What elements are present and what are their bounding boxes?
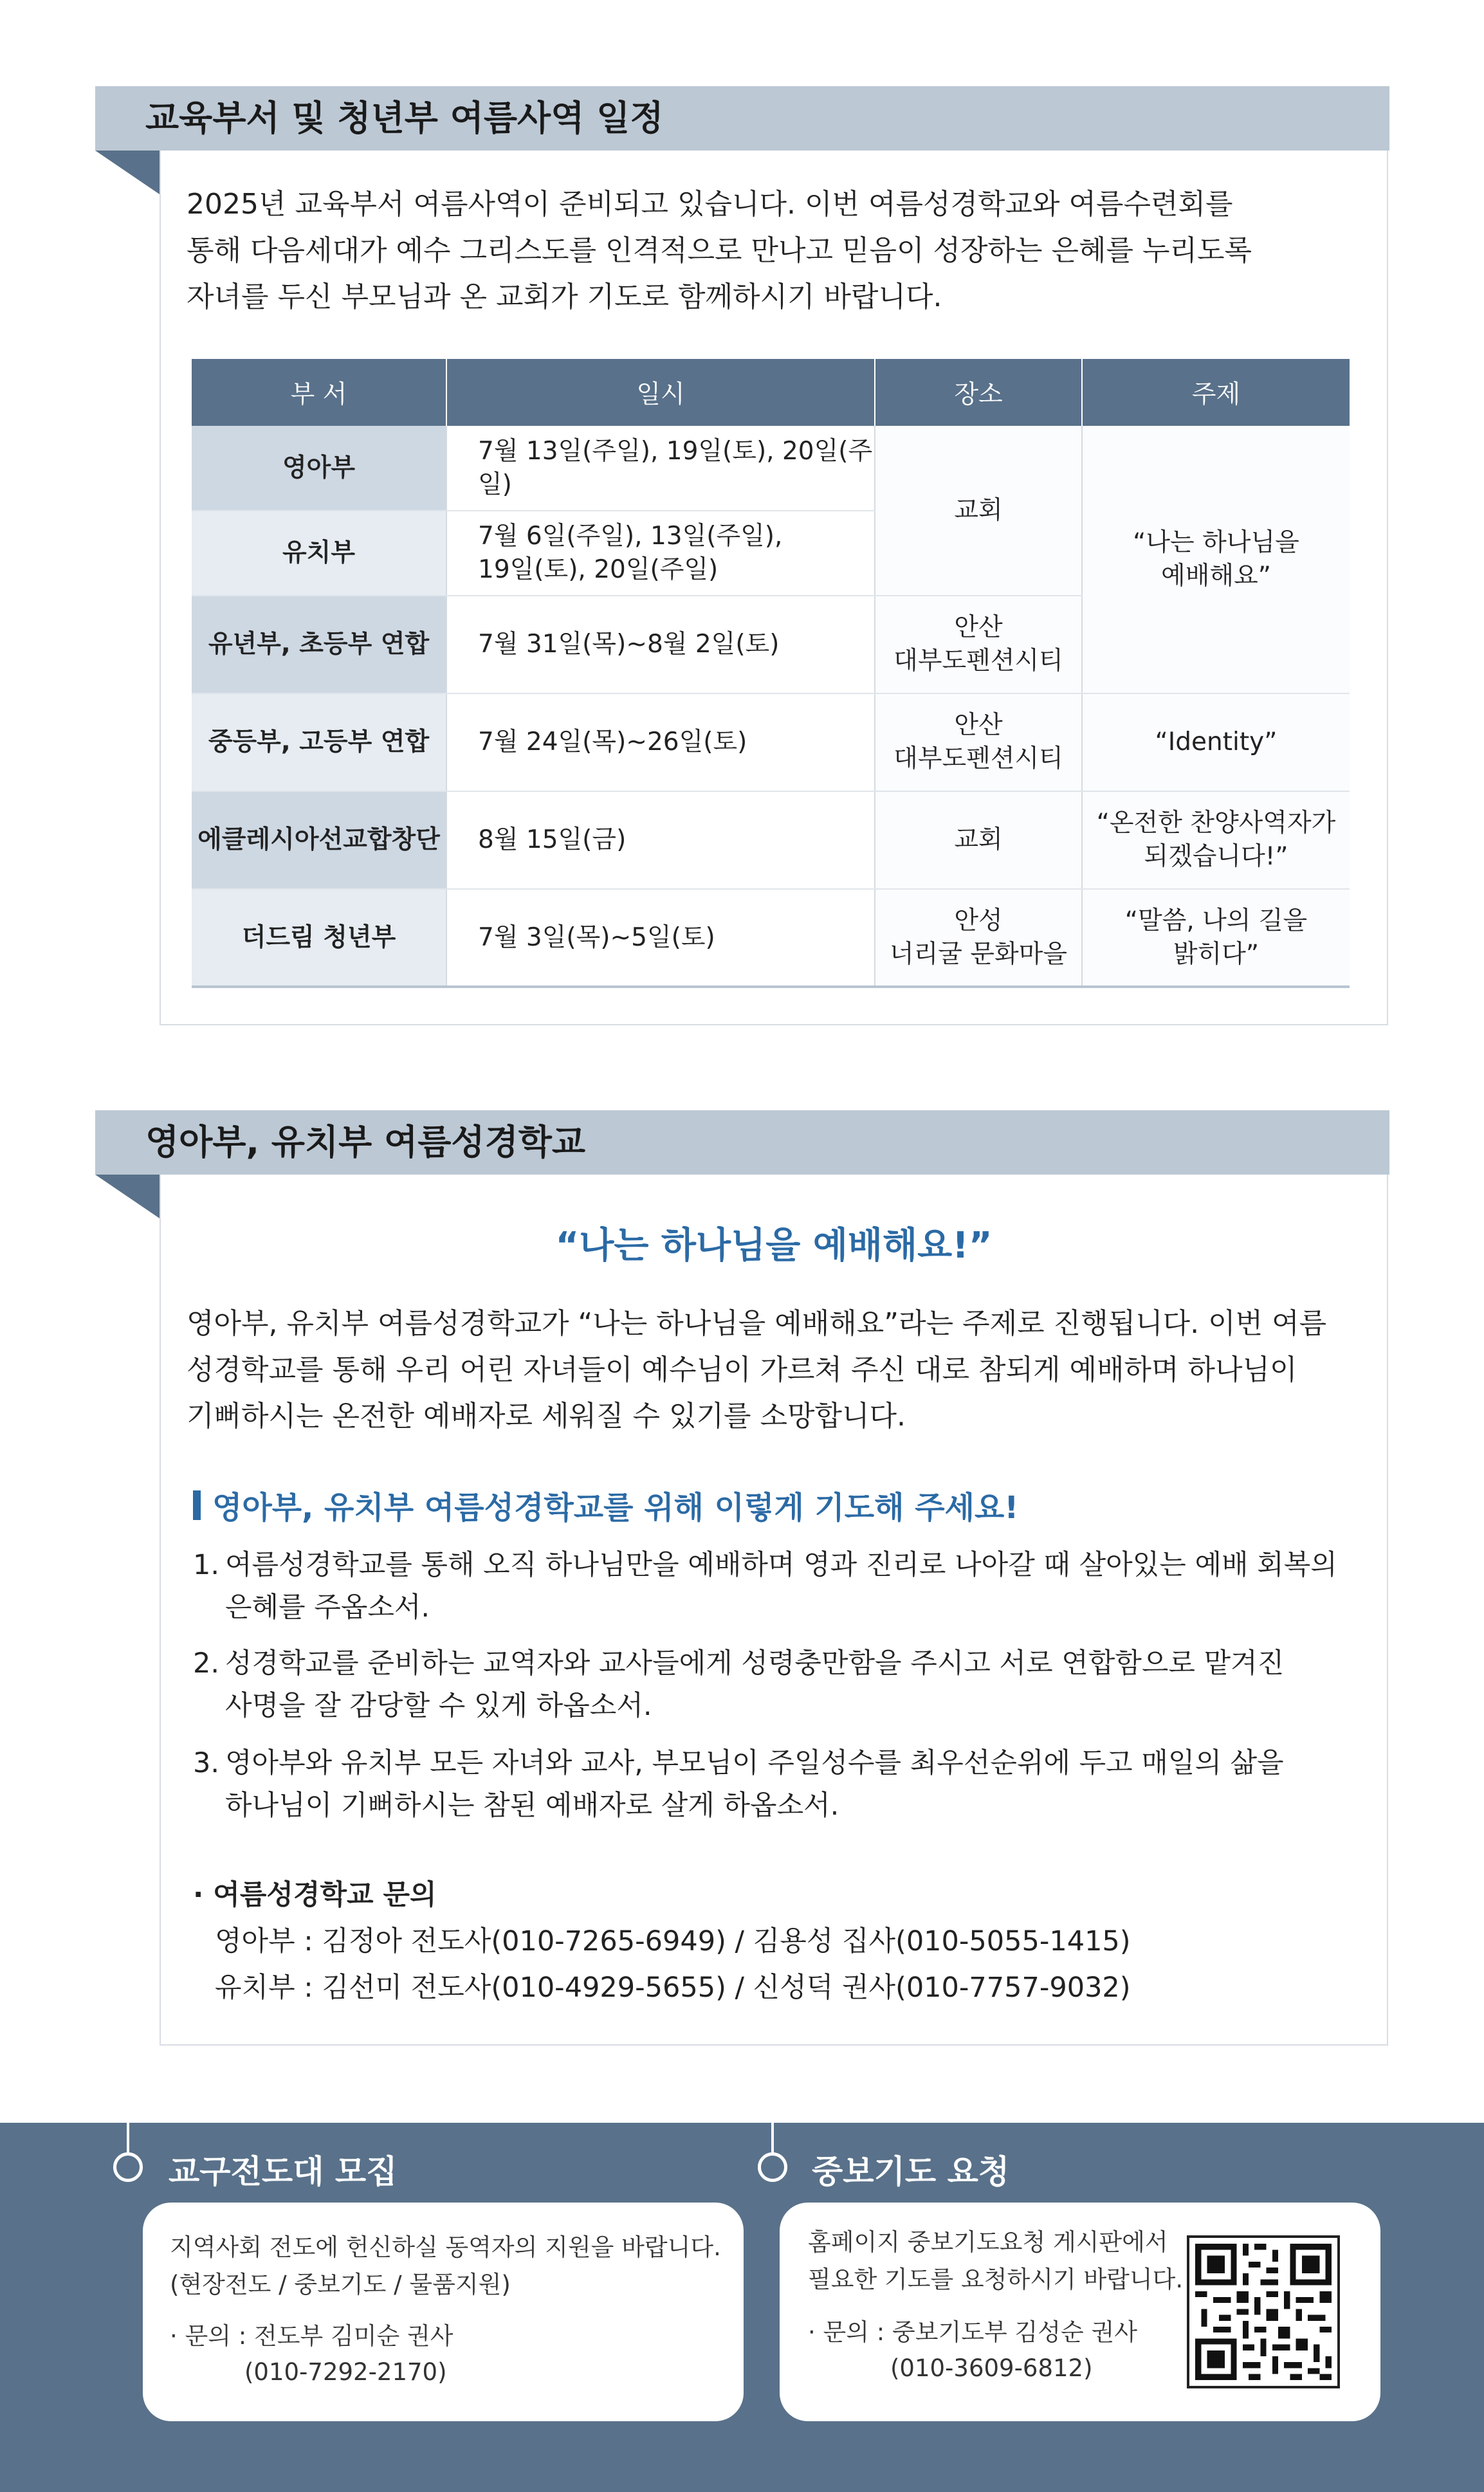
- prayer-item: [193, 1742, 1351, 1827]
- prayer-request-text: 홈페이지 중보기도요청 게시판에서: [808, 2228, 1168, 2256]
- recruit-title: 교구전도대 모집: [169, 2153, 398, 2190]
- vbs-intro: [187, 1301, 1370, 1440]
- theme-line: “온전한 찬양사역자가: [1096, 809, 1336, 838]
- theme-cell: “Identity”: [1082, 693, 1350, 791]
- prayer-request-contact: (010-3609-6812): [890, 2354, 1093, 2382]
- contact-line: 영아부 : 김정아 전도사(010-7265-6949) / 김용성 집사(010-5055-1415): [215, 1925, 1131, 1957]
- place-cell: [875, 596, 1082, 693]
- vbs-section-header: [95, 1110, 1389, 1175]
- schedule-section-header: [95, 86, 1389, 151]
- vbs-section-title: 영아부, 유치부 여름성경학교: [145, 1122, 586, 1162]
- dept-cell: 더드림 청년부: [192, 889, 446, 987]
- column-header-theme: 주제: [1082, 359, 1350, 426]
- intro-line: 기뻐하시는 온전한 예배자로 세워질 수 있기를 소망합니다.: [187, 1400, 906, 1433]
- intro-line: 2025년 교육부서 여름사역이 준비되고 있습니다. 이번 여름성경학교와 여름수련회를: [187, 188, 1233, 221]
- column-header-place: 장소: [875, 359, 1082, 426]
- schedule-table: [192, 359, 1350, 988]
- contact-line: 유치부 : 김선미 전도사(010-4929-5655) / 신성덕 권사(010-7757-9032): [215, 1972, 1131, 2004]
- theme-cell: [1082, 889, 1350, 987]
- prayer-text: 은혜를 주옵소서.: [225, 1591, 430, 1624]
- prayer-text: 사명을 잘 감당할 수 있게 하옵소서.: [225, 1690, 652, 1722]
- circle-marker-icon: [113, 2152, 143, 2182]
- vbs-contact: [193, 1872, 1131, 2011]
- schedule-intro: [187, 181, 1370, 320]
- date-cell: 7월 3일(목)~5일(토): [446, 889, 875, 987]
- timeline-line: [771, 2123, 774, 2155]
- table-row: [192, 791, 1350, 889]
- place-line: 너리굴 문화마을: [889, 939, 1068, 969]
- theme-line: “말씀, 나의 길을: [1124, 906, 1308, 935]
- place-line: 안성: [954, 906, 1003, 935]
- prayer-number: 2.: [193, 1647, 220, 1680]
- recruit-text: (현장전도 / 중보기도 / 물품지원): [170, 2271, 511, 2298]
- recruit-card: [143, 2203, 744, 2421]
- dept-cell: 유치부: [192, 511, 446, 596]
- date-cell: 8월 15일(금): [446, 791, 875, 889]
- dept-cell: 유년부, 초등부 연합: [192, 596, 446, 693]
- prayer-text: 영아부와 유치부 모든 자녀와 교사, 부모님이 주일성수를 최우선순위에 두고 매일의 삶을: [225, 1747, 1284, 1779]
- place-line: 안산: [954, 711, 1003, 740]
- prayer-text: 하나님이 기뻐하시는 참된 예배자로 살게 하옵소서.: [225, 1790, 839, 1822]
- date-cell: 7월 31일(목)~8월 2일(토): [446, 596, 875, 693]
- table-header-row: [192, 359, 1350, 426]
- prayer-text: 여름성경학교를 통해 오직 하나님만을 예배하며 영과 진리로 나아갈 때 살아있는 예배 회복의: [225, 1549, 1337, 1581]
- prayer-item: [193, 1642, 1351, 1727]
- prayer-item: [193, 1544, 1351, 1629]
- prayer-request-text: 필요한 기도를 요청하시기 바랍니다.: [808, 2266, 1184, 2293]
- place-line: 대부도펜션시티: [893, 646, 1063, 675]
- dept-cell: 에클레시아선교합창단: [192, 791, 446, 889]
- prayer-number: 3.: [193, 1747, 220, 1779]
- column-header-dept: 부 서: [192, 359, 446, 426]
- theme-line: 밝히다”: [1173, 939, 1260, 969]
- place-cell: [875, 693, 1082, 791]
- theme-line: 예배해요”: [1161, 561, 1271, 591]
- date-cell: 7월 24일(목)~26일(토): [446, 693, 875, 791]
- circle-marker-icon: [758, 2152, 787, 2182]
- schedule-section-title: 교육부서 및 청년부 여름사역 일정: [145, 98, 664, 138]
- place-cell: 교회: [875, 426, 1082, 596]
- contact-title: · 여름성경학교 문의: [193, 1879, 437, 1911]
- recruit-contact: · 문의 : 전도부 김미순 권사: [170, 2322, 453, 2350]
- theme-line: “나는 하나님을: [1133, 527, 1299, 557]
- place-cell: [875, 889, 1082, 987]
- qr-code-icon[interactable]: [1187, 2235, 1340, 2388]
- date-line: 7월 6일(주일), 13일(주일),: [478, 522, 783, 551]
- theme-line: 되겠습니다!”: [1144, 842, 1288, 871]
- intro-line: 통해 다음세대가 예수 그리스도를 인격적으로 만나고 믿음이 성장하는 은혜를 누리도록: [187, 234, 1252, 267]
- recruit-contact: (010-7292-2170): [244, 2358, 447, 2386]
- date-line: 19일(토), 20일(주일): [478, 555, 719, 584]
- prayer-request-title: 중보기도 요청: [812, 2153, 1010, 2190]
- heading-bar-marker: [193, 1490, 201, 1520]
- dept-cell: 중등부, 고등부 연합: [192, 693, 446, 791]
- place-cell: 교회: [875, 791, 1082, 889]
- date-cell: 7월 13일(주일), 19일(토), 20일(주일): [446, 426, 875, 511]
- header-fold-decoration: [95, 151, 160, 194]
- prayer-heading-text: 영아부, 유치부 여름성경학교를 위해 이렇게 기도해 주세요!: [212, 1490, 1019, 1526]
- dept-cell: 영아부: [192, 426, 446, 511]
- table-row: [192, 889, 1350, 987]
- place-line: 대부도펜션시티: [893, 744, 1063, 773]
- theme-cell: [1082, 426, 1350, 693]
- table-row: [192, 426, 1350, 511]
- header-fold-decoration: [95, 1175, 160, 1218]
- prayer-heading: [193, 1483, 1018, 1527]
- prayer-number: 1.: [193, 1549, 220, 1581]
- date-cell: [446, 511, 875, 596]
- place-line: 안산: [954, 613, 1003, 642]
- intro-line: 영아부, 유치부 여름성경학교가 “나는 하나님을 예배해요”라는 주제로 진행됩니다. 이번 여름: [187, 1307, 1327, 1340]
- theme-cell: [1082, 791, 1350, 889]
- table-row: [192, 693, 1350, 791]
- column-header-date: 일시: [446, 359, 875, 426]
- prayer-request-contact: · 문의 : 중보기도부 김성순 권사: [808, 2318, 1137, 2346]
- intro-line: 성경학교를 통해 우리 어린 자녀들이 예수님이 가르쳐 주신 대로 참되게 예배하며 하나님이: [187, 1353, 1297, 1386]
- timeline-line: [127, 2123, 129, 2155]
- prayer-text: 성경학교를 준비하는 교역자와 교사들에게 성령충만함을 주시고 서로 연합함으로 맡겨진: [225, 1647, 1285, 1680]
- recruit-text: 지역사회 전도에 헌신하실 동역자의 지원을 바랍니다.: [170, 2233, 721, 2261]
- vbs-theme-quote: “나는 하나님을 예배해요!”: [555, 1225, 993, 1267]
- intro-line: 자녀를 두신 부모님과 온 교회가 기도로 함께하시기 바랍니다.: [187, 280, 942, 313]
